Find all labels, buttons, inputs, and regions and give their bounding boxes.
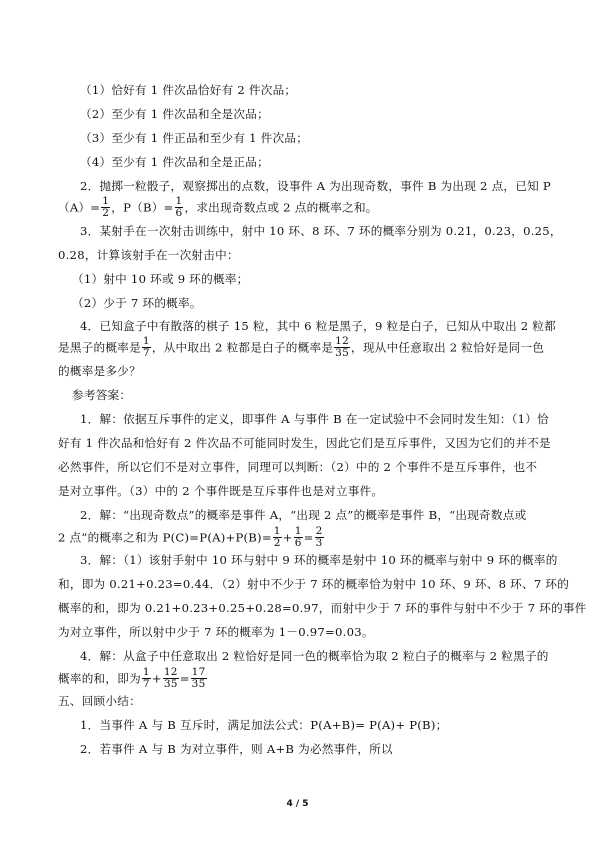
q4-line-2 <box>58 337 548 360</box>
fraction <box>191 667 207 690</box>
q3-option-2: （2）少于 7 环的概率。 <box>72 296 202 310</box>
answer-1-line-2: 好有 1 件次品和恰好有 2 件次品不可能同时发生，因此它们是互斥事件，又因为它们的并不是 <box>58 436 551 450</box>
fraction-numerator: 2 <box>315 525 323 537</box>
answer-4-line-1: 4．解：从盒子中任意取出 2 粒恰好是同一色的概率恰为取 2 粒白子的概率与 2 粒黑子的 <box>80 649 549 663</box>
q2-text-b: ，P（B）= <box>111 200 174 215</box>
summary-line-2: 2．若事件 A 与 B 为对立事件，则 A+B 为必然事件，所以 <box>80 742 393 756</box>
answer-4-line-2 <box>58 668 548 691</box>
fraction-numerator: 12 <box>335 335 350 347</box>
answer-4-text: 概率的和，即为 <box>58 671 141 686</box>
answer-1-line-3: 必然事件，所以它们不是对立事件，同理可以判断：（2）中的 2 个事件不是互斥事件，也不 <box>58 460 538 474</box>
fraction <box>294 526 303 549</box>
fraction-denominator: 6 <box>294 537 302 549</box>
summary-line-1: 1．当事件 A 与 B 互斥时，满足加法公式：P(A+B)= P(A)+ P(B)； <box>80 718 448 732</box>
fraction <box>163 667 179 690</box>
answer-3-line-4: 为对立事件，所以射中少于 7 环的概率为 1－0.97=0.03。 <box>58 625 374 639</box>
fraction-pb <box>175 196 184 219</box>
q2-line-1: 2．抛掷一粒骰子，观察掷出的点数，设事件 A 为出现奇数，事件 B 为出现 2 点，已知 P <box>80 179 551 193</box>
q4-line-3: 的概率是多少？ <box>58 364 141 378</box>
answer-3-line-3: 概率的和，即为 0.21+0.23+0.25+0.28=0.97，而射中少于 7 环的事件与射中不少于 7 环的事件 <box>58 601 587 615</box>
fraction <box>142 667 151 690</box>
fraction-numerator: 1 <box>175 195 183 207</box>
q2-text-c: ，求出现奇数点或 2 点的概率之和。 <box>184 200 378 215</box>
fraction-white <box>334 336 350 359</box>
fraction-denominator: 35 <box>163 678 178 690</box>
fraction-numerator: 1 <box>273 525 281 537</box>
fraction <box>315 526 324 549</box>
q3-line-1: 3．某射手在一次射击训练中，射中 10 环、8 环、7 环的概率分别为 0.21，0.23，0.25， <box>80 224 562 238</box>
fraction-numerator: 1 <box>294 525 302 537</box>
q1-option-4: （4）至少有 1 件次品和全是正品； <box>80 155 269 169</box>
fraction-denominator: 7 <box>142 347 150 359</box>
plus-sign: + <box>282 530 293 545</box>
summary-title: 五、回顾小结： <box>58 694 141 708</box>
fraction-black <box>142 336 151 359</box>
q4-text-b: ，从中取出 2 粒都是白子的概率是 <box>151 340 334 355</box>
fraction-denominator: 2 <box>102 207 110 219</box>
fraction-denominator: 7 <box>142 678 150 690</box>
q2-text-a: （A）= <box>58 200 101 215</box>
q4-line-1: 4．已知盒子中有散落的棋子 15 粒，其中 6 粒是黑子，9 粒是白子，已知从中取出 2 粒都 <box>80 319 556 333</box>
answer-2-line-1: 2．解：“出现奇数点”的概率是事件 A，“出现 2 点”的概率是事件 B，“出现奇数点或 <box>80 508 527 522</box>
q4-text-c: ，现从中任意取出 2 粒恰好是同一色 <box>351 340 545 355</box>
q1-option-1: （1）恰好有 1 件次品恰好有 2 件次品； <box>80 83 297 97</box>
fraction-numerator: 17 <box>191 666 206 678</box>
fraction-pa <box>101 196 110 219</box>
q1-option-3: （3）至少有 1 件正品和至少有 1 件次品； <box>80 131 309 145</box>
equals-sign: = <box>303 530 314 545</box>
page-number: 4 / 5 <box>286 799 309 809</box>
q3-option-1: （1）射中 10 环或 9 环的概率； <box>72 272 249 286</box>
q1-option-2: （2）至少有 1 件次品和全是次品； <box>80 107 269 121</box>
q2-line-2 <box>58 197 548 220</box>
answer-3-line-2: 和，即为 0.21+0.23=0.44．（2）射中不少于 7 环的概率恰为射中 10 环、9 环、8 环、7 环的 <box>58 577 570 591</box>
answer-1-line-1: 1．解：依据互斥事件的定义，即事件 A 与事件 B 在一定试验中不会同时发生知：（1）恰 <box>80 412 549 426</box>
answers-title: 参考答案： <box>72 388 132 402</box>
answer-1-line-4: 是对立事件。（3）中的 2 个事件既是互斥事件也是对立事件。 <box>58 484 384 498</box>
equals-sign: = <box>179 671 190 686</box>
fraction <box>273 526 282 549</box>
q3-line-2: 0.28，计算该射手在一次射击中： <box>58 248 239 262</box>
fraction-denominator: 3 <box>315 537 323 549</box>
answer-3-line-1: 3．解：（1）该射手射中 10 环与射中 9 环的概率是射中 10 环的概率与射中 9 环的概率的 <box>80 553 558 567</box>
answer-2-text: 2 点”的概率之和为 P(C)=P(A)+P(B)= <box>58 530 272 545</box>
fraction-denominator: 6 <box>175 207 183 219</box>
fraction-denominator: 35 <box>335 347 350 359</box>
q4-text-a: 是黑子的概率是 <box>58 340 141 355</box>
fraction-denominator: 2 <box>273 537 281 549</box>
answer-2-line-2 <box>58 527 548 550</box>
fraction-numerator: 1 <box>142 335 150 347</box>
fraction-numerator: 1 <box>142 666 150 678</box>
fraction-numerator: 12 <box>163 666 178 678</box>
plus-sign: + <box>151 671 162 686</box>
fraction-numerator: 1 <box>102 195 110 207</box>
fraction-denominator: 35 <box>191 678 206 690</box>
